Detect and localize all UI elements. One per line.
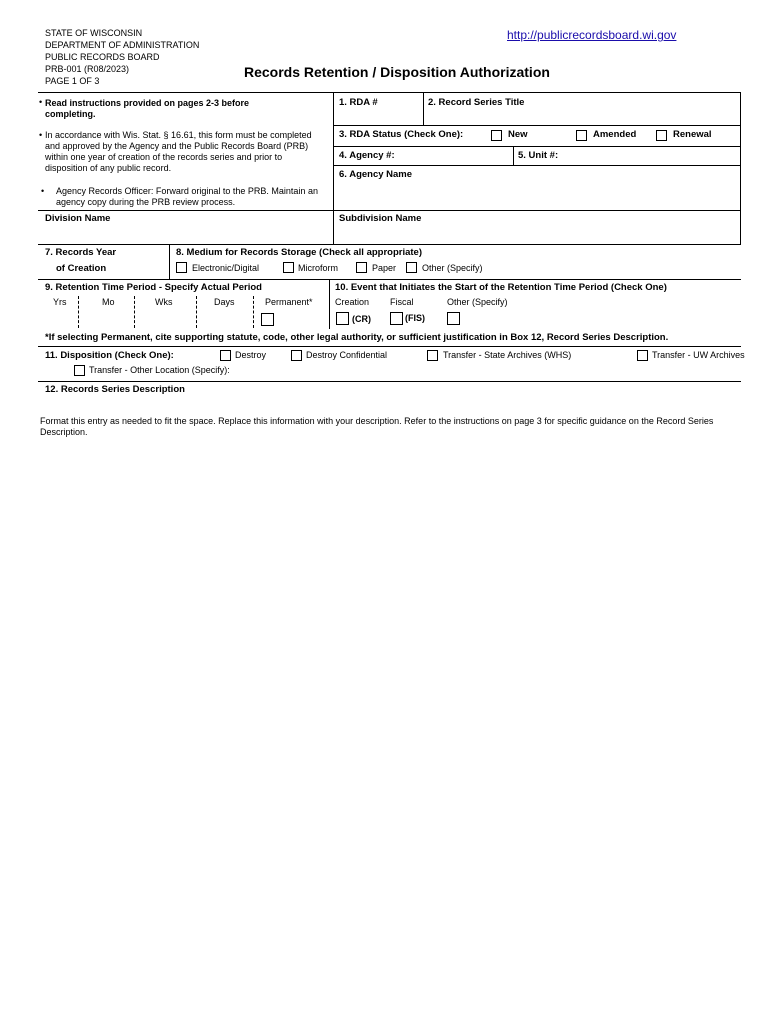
rda-number-label: 1. RDA # — [339, 97, 378, 108]
permanent-note: *If selecting Permanent, cite supporting statute, code, other legal authority, or sufficient justification in Box 12, Record Series Description. — [45, 332, 669, 343]
bullet-icon: • — [39, 130, 43, 140]
divider — [78, 296, 79, 328]
medium-paper-checkbox[interactable] — [356, 262, 367, 273]
retention-permanent-label: Permanent* — [265, 297, 313, 307]
disposition-other-location-label: Transfer - Other Location (Specify): — [89, 365, 230, 375]
rda-status-label: 3. RDA Status (Check One): — [339, 129, 464, 140]
rule — [513, 146, 514, 165]
rule — [38, 346, 741, 347]
rule — [38, 279, 741, 280]
disposition-other-location-checkbox[interactable] — [74, 365, 85, 376]
divider — [134, 296, 135, 328]
bullet-icon: • — [41, 186, 45, 196]
unit-number-label: 5. Unit #: — [518, 150, 559, 161]
records-year-label: 7. Records Year — [45, 247, 117, 258]
disposition-destroy-checkbox[interactable] — [220, 350, 231, 361]
medium-other-checkbox[interactable] — [406, 262, 417, 273]
status-renewal-checkbox[interactable] — [656, 130, 667, 141]
rule — [333, 125, 741, 126]
event-cr-code: (CR) — [352, 314, 371, 324]
rule — [38, 381, 741, 382]
medium-microform-label: Microform — [298, 263, 338, 273]
series-description-body[interactable]: Format this entry as needed to fit the space. Replace this information with your description. Refer to the instructions on page 3 for specific guidance on the Record Series Description. — [40, 416, 714, 437]
disposition-destroy-confidential-checkbox[interactable] — [291, 350, 302, 361]
prb-website-link[interactable]: http://publicrecordsboard.wi.gov — [507, 28, 677, 42]
medium-electronic-label: Electronic/Digital — [192, 263, 260, 273]
instruction-3: Agency Records Officer: Forward original to the PRB. Maintain an agency copy during the PRB review process. — [56, 186, 318, 207]
rule — [333, 146, 741, 147]
status-amended-checkbox[interactable] — [576, 130, 587, 141]
retention-months-label: Mo — [102, 297, 115, 307]
event-fiscal-label: Fiscal — [390, 297, 414, 307]
record-series-title-label: 2. Record Series Title — [428, 97, 525, 108]
event-fiscal-checkbox[interactable] — [390, 312, 403, 325]
rule — [169, 244, 170, 279]
disposition-uw-archives-checkbox[interactable] — [637, 350, 648, 361]
rule — [38, 92, 741, 93]
event-creation-checkbox[interactable] — [336, 312, 349, 325]
agency-name-label: 6. Agency Name — [339, 169, 413, 180]
rule — [38, 244, 741, 245]
medium-electronic-checkbox[interactable] — [176, 262, 187, 273]
disposition-state-archives-checkbox[interactable] — [427, 350, 438, 361]
status-new-label: New — [508, 129, 528, 140]
header-agency-line-3: PUBLIC RECORDS BOARD — [45, 52, 160, 62]
retention-days-label: Days — [214, 297, 235, 307]
medium-other-label: Other (Specify) — [422, 263, 483, 273]
bullet-icon: • — [39, 97, 43, 107]
rule — [740, 92, 741, 244]
page-number: PAGE 1 OF 3 — [45, 76, 100, 86]
instruction-1: Read instructions provided on pages 2-3 before completing. — [45, 98, 250, 119]
retention-weeks-label: Wks — [155, 297, 173, 307]
form-number: PRB-001 (R08/2023) — [45, 64, 130, 74]
records-year-label-line-2: of Creation — [56, 263, 107, 274]
divider — [253, 296, 254, 328]
instruction-2: In accordance with Wis. Stat. § 16.61, this form must be completed and approved by the Agency and the Public Records Board (PRB) within one year of creation of the records series and prior to disposition of any public record. — [45, 130, 312, 173]
event-fis-code: (FIS) — [405, 313, 425, 323]
rule — [329, 279, 330, 329]
subdivision-name-label: Subdivision Name — [339, 213, 422, 224]
divider — [196, 296, 197, 328]
form-title: Records Retention / Disposition Authorization — [244, 64, 550, 80]
disposition-state-archives-label: Transfer - State Archives (WHS) — [443, 350, 572, 360]
rule — [38, 210, 741, 211]
medium-paper-label: Paper — [372, 263, 397, 273]
header-agency-line-1: STATE OF WISCONSIN — [45, 28, 143, 38]
disposition-uw-archives-label: Transfer - UW Archives — [652, 350, 745, 360]
rule — [333, 165, 741, 166]
disposition-destroy-label: Destroy — [235, 350, 267, 360]
event-other-checkbox[interactable] — [447, 312, 460, 325]
division-name-label: Division Name — [45, 213, 111, 224]
disposition-heading: 11. Disposition (Check One): — [45, 350, 174, 361]
series-description-heading: 12. Records Series Description — [45, 384, 185, 395]
event-start-heading: 10. Event that Initiates the Start of the Retention Time Period (Check One) — [335, 282, 667, 293]
header-agency-line-2: DEPARTMENT OF ADMINISTRATION — [45, 40, 200, 50]
status-amended-label: Amended — [593, 129, 637, 140]
status-renewal-label: Renewal — [673, 129, 712, 140]
status-new-checkbox[interactable] — [491, 130, 502, 141]
medium-storage-heading: 8. Medium for Records Storage (Check all appropriate) — [176, 247, 422, 258]
event-other-label: Other (Specify) — [447, 297, 508, 307]
agency-number-label: 4. Agency #: — [339, 150, 395, 161]
rule — [423, 92, 424, 125]
permanent-checkbox[interactable] — [261, 313, 274, 326]
event-creation-label: Creation — [335, 297, 370, 307]
rule — [333, 92, 334, 244]
retention-period-heading: 9. Retention Time Period - Specify Actual Period — [45, 282, 262, 293]
retention-years-label: Yrs — [53, 297, 67, 307]
medium-microform-checkbox[interactable] — [283, 262, 294, 273]
disposition-destroy-confidential-label: Destroy Confidential — [306, 350, 388, 360]
